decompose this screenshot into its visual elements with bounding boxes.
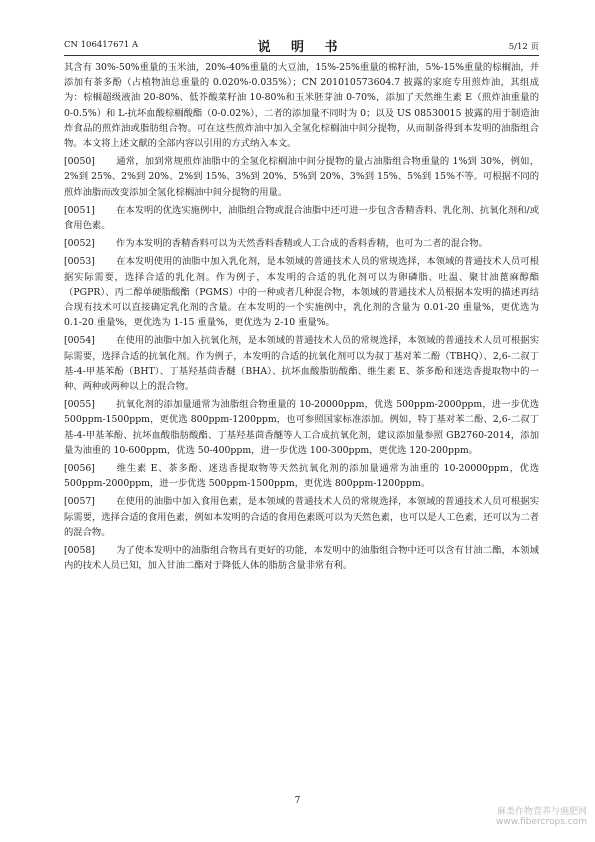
paragraph-number: [0052] [64,238,95,250]
paragraph-number: [0050] [64,156,95,168]
document-body [64,60,539,577]
watermark-site-name: 麻类作物营养与施肥网 [496,807,587,817]
paragraph-text: 作为本发明的香精香料可以为天然香料香精或人工合成的香料香精，也可为二者的混合物。 [116,238,488,250]
paragraph-number: [0058] [64,545,95,557]
paragraph-text: 为了使本发明中的油脂组合物具有更好的功能，本发明中的油脂组合物中还可以含有甘油二酯，本领域内的技术人员已知，加入甘油二酯对于降低人体的脂肪含量非常有利。 [64,545,539,572]
paragraph-0051 [64,203,539,233]
paragraph-0052 [64,236,539,251]
paragraph-number: [0056] [64,463,95,475]
paragraph-continuation [64,60,539,151]
paragraph-0055 [64,397,539,458]
paragraph-number: [0057] [64,496,95,508]
paragraph-0057 [64,494,539,540]
paragraph-text: 抗氧化剂的添加量通常为油脂组合物重量的 10-20000ppm，优选 500ppm-2000ppm，进一步优选 500ppm-1500ppm，更优选 800ppm-1200ppm，也可参照国家标准添加。例如，特丁基对苯二酚、2,6-二叔丁基-4-甲基苯酚、抗坏血酸脂肪酸酯、丁基羟基茴香醚等人工合成抗氧化剂，建议添加量参照 GB2760-2014，添加量为油重的 10-600ppm，优选 50-400ppm，进一步优选 100-300ppm，更优选 120-200ppm。 [64,399,539,456]
site-watermark [496,804,587,827]
page-of-total: 5/12 页 [508,42,539,52]
paragraph-0058 [64,543,539,573]
page-number: 7 [294,796,301,806]
paragraph-text: 在使用的油脂中加入食用色素，是本领域的普通技术人员的常规选择，本领域的普通技术人员可根据实际需要，选择合适的食用色素，例如本发明的合适的食用色素既可以为天然色素，也可以是人工色素，还可以为二者的混合物。 [64,496,539,538]
paragraph-0050 [64,154,539,200]
watermark-url: www.fibercrops.com [496,817,587,827]
paragraph-text: 在本发明使用的油脂中加入乳化剂，是本领域的普通技术人员的常规选择，本领域的普通技术人员可根据实际需要，选择合适的乳化剂。作为例子，本发明的合适的乳化剂可以为卵磷脂、吐温、聚甘油蓖麻醇酯（PGPR）、丙二醇单硬脂酸酯（PGMS）中的一种或者几种混合物，本领域的普通技术人员根据本发明的描述再结合现有技术可以直接确定乳化剂的含量。在本发明的一个实施例中，乳化剂的含量为 0.01-20 重量%，更优选为 0.1-20 重量%，更优选为 1-15 重量%，更优选为 2-10 重量%。 [64,256,539,329]
paragraph-text: 维生素 E、茶多酚、迷迭香提取物等天然抗氧化剂的添加量通常为油重的 10-20000ppm，优选 500ppm-2000ppm，进一步优选 500ppm-1500ppm，更优选 800ppm-1200ppm。 [64,463,539,490]
document-title: 说 明 书 [257,40,346,55]
publication-number: CN 106417671 A [64,40,139,50]
paragraph-number: [0055] [64,399,95,411]
paragraph-number: [0051] [64,204,95,216]
header-rule [64,55,539,56]
paragraph-text: 在使用的油脂中加入抗氧化剂，是本领域的普通技术人员的常规选择，本领域的普通技术人员可根据实际需要，选择合适的抗氧化剂。作为例子，本发明的合适的抗氧化剂可以为叔丁基对苯二酚（TBHQ）、2,6-二叔丁基-4-甲基苯酚（BHT）、丁基羟基茴香醚（BHA）、抗坏血酸脂肪酸酯、维生素 E、茶多酚和迷迭香提取物中的一种、两种或两种以上的混合物。 [64,335,539,393]
paragraph-0053 [64,254,539,330]
page-header [64,36,539,54]
paragraph-0054 [64,333,539,394]
paragraph-text: 通常，加到常规煎炸油脂中的全氢化棕榈油中间分提物的量占油脂组合物重量的 1%到 30%，例如，2%到 25%、2%到 20%、2%到 15%、3%到 20%、5%到 20%、3%到 15%、5%到 15%不等。可根据不同的煎炸油脂而改变添加全氢化棕榈油中间分提物的用量。 [64,156,539,198]
paragraph-number: [0054] [64,335,95,347]
paragraph-text: 其含有 30%-50%重量的玉米油，20%-40%重量的大豆油，15%-25%重量的棉籽油，5%-15%重量的棕榈油，并添加有茶多酚（占植物油总重量的 0.020%-0.035%）；CN 201010573604.7 披露的家庭专用煎炸油，其组成为：棕榈超级液油 20-80%、低芥酸菜籽油 10-80%和玉米胚芽油 0-70%，添加了天然维生素 E（煎炸油重量的 0-0.5%）和 L-抗坏血酸棕榈酸酯（0-0.02%），二者的添加量不同时为 0；以及 US 08530015 披露的用于制造油炸食品的煎炸油或脂肪组合物。可在这些煎炸油中加入全氢化棕榈油中间分提物，从而制备得到本发明的油脂组合物。本文将上述文献的全部内容以引用的方式纳入本文。 [64,62,539,150]
paragraph-text: 在本发明的优选实施例中，油脂组合物或混合油脂中还可进一步包含香精香料、乳化剂、抗氧化剂和/或食用色素。 [64,204,539,232]
paragraph-0056 [64,461,539,491]
paragraph-number: [0053] [64,256,95,268]
